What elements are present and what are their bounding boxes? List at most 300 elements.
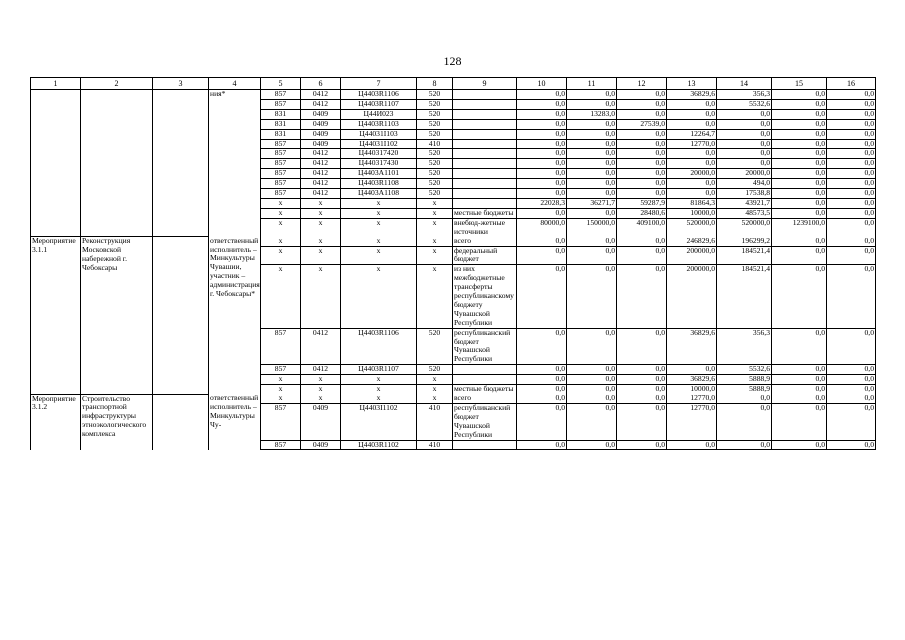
code-cell: Ц44031I103: [341, 129, 417, 139]
value-cell: 1239100,0: [772, 218, 827, 236]
source-cell: из них межбюджетные трансферты республиканскому бюджету Чувашской Республики: [453, 265, 517, 328]
code-cell: 0412: [301, 99, 341, 109]
code-cell: x: [301, 265, 341, 328]
value-cell: 36829,6: [667, 375, 717, 385]
code-cell: x: [261, 385, 301, 394]
value-cell: 0,0: [827, 237, 876, 246]
value-cell: 356,3: [717, 90, 772, 100]
code-cell: Ц44031I102: [341, 139, 417, 149]
code-cell: 831: [261, 109, 301, 119]
source-cell: [453, 109, 517, 119]
code-cell: 0412: [301, 149, 341, 159]
value-cell: 27539,0: [617, 119, 667, 129]
value-cell: 0,0: [567, 237, 617, 246]
source-cell: всего: [453, 237, 517, 246]
value-cell: 0,0: [517, 328, 567, 365]
value-cell: 0,0: [667, 440, 717, 450]
code-cell: Ц4403R1102: [341, 440, 417, 450]
code-cell: Ц4403R1103: [341, 119, 417, 129]
value-cell: 0,0: [717, 403, 772, 440]
value-cell: 0,0: [517, 159, 567, 169]
code-cell: x: [417, 375, 453, 385]
value-cell: 0,0: [517, 169, 567, 179]
code-cell: 857: [261, 365, 301, 375]
value-cell: 0,0: [827, 246, 876, 265]
value-cell: 0,0: [827, 328, 876, 365]
value-cell: 246829,6: [667, 237, 717, 246]
code-cell: x: [261, 208, 301, 218]
value-cell: 0,0: [567, 403, 617, 440]
value-cell: 0,0: [567, 265, 617, 328]
value-cell: 12264,7: [667, 129, 717, 139]
code-cell: x: [341, 394, 417, 403]
value-cell: 0,0: [517, 265, 567, 328]
code-cell: x: [341, 208, 417, 218]
value-cell: 0,0: [772, 159, 827, 169]
value-cell: 13283,0: [567, 109, 617, 119]
value-cell: 59287,9: [617, 198, 667, 208]
value-cell: 0,0: [517, 385, 567, 394]
value-cell: 0,0: [772, 169, 827, 179]
value-cell: 520000,0: [667, 218, 717, 236]
value-cell: 0,0: [667, 159, 717, 169]
executor-name: ответственный исполнитель – Минкультуры Чу-: [209, 394, 261, 450]
measure-title: Реконструкция Московской набережной г. Чебоксары: [81, 237, 153, 394]
value-cell: 0,0: [772, 149, 827, 159]
value-cell: 0,0: [617, 169, 667, 179]
value-cell: 0,0: [617, 365, 667, 375]
code-cell: Ц4403A1101: [341, 169, 417, 179]
code-cell: 520: [417, 109, 453, 119]
value-cell: 20000,0: [717, 169, 772, 179]
code-cell: 520: [417, 169, 453, 179]
value-cell: 22028,3: [517, 198, 567, 208]
value-cell: 0,0: [617, 159, 667, 169]
value-cell: 0,0: [517, 237, 567, 246]
value-cell: 0,0: [567, 328, 617, 365]
value-cell: 0,0: [567, 208, 617, 218]
value-cell: 0,0: [667, 119, 717, 129]
page-number: 128: [443, 54, 462, 68]
code-cell: Ц4403R1106: [341, 328, 417, 365]
code-cell: 520: [417, 90, 453, 100]
code-cell: x: [301, 246, 341, 265]
value-cell: 36829,6: [667, 90, 717, 100]
value-cell: 0,0: [772, 440, 827, 450]
value-cell: 0,0: [772, 139, 827, 149]
value-cell: 0,0: [827, 385, 876, 394]
column-header: 2: [81, 78, 153, 90]
value-cell: 0,0: [717, 129, 772, 139]
code-cell: x: [417, 208, 453, 218]
code-cell: 857: [261, 99, 301, 109]
code-cell: 520: [417, 179, 453, 189]
value-cell: 0,0: [772, 394, 827, 403]
code-cell: Ц4403R1106: [341, 90, 417, 100]
value-cell: 0,0: [567, 179, 617, 189]
code-cell: x: [417, 237, 453, 246]
value-cell: 0,0: [517, 90, 567, 100]
value-cell: 0,0: [567, 139, 617, 149]
code-cell: x: [417, 246, 453, 265]
table-row: [31, 237, 876, 246]
code-cell: x: [301, 218, 341, 236]
value-cell: 0,0: [617, 109, 667, 119]
value-cell: 36829,6: [667, 328, 717, 365]
value-cell: 0,0: [827, 149, 876, 159]
value-cell: 520000,0: [717, 218, 772, 236]
value-cell: 12770,0: [667, 139, 717, 149]
value-cell: 0,0: [517, 365, 567, 375]
value-cell: 0,0: [827, 189, 876, 199]
code-cell: x: [417, 394, 453, 403]
code-cell: x: [301, 237, 341, 246]
column-header: 7: [341, 78, 417, 90]
code-cell: x: [341, 246, 417, 265]
value-cell: 17538,8: [717, 189, 772, 199]
code-cell: 0409: [301, 109, 341, 119]
value-cell: 0,0: [772, 109, 827, 119]
code-cell: x: [301, 385, 341, 394]
value-cell: 0,0: [667, 189, 717, 199]
value-cell: 0,0: [827, 129, 876, 139]
source-cell: [453, 375, 517, 385]
value-cell: 494,0: [717, 179, 772, 189]
value-cell: 0,0: [772, 385, 827, 394]
executor-note: ния*: [209, 90, 261, 237]
value-cell: 0,0: [567, 365, 617, 375]
code-cell: 857: [261, 328, 301, 365]
code-cell: 857: [261, 139, 301, 149]
value-cell: 0,0: [567, 159, 617, 169]
value-cell: 0,0: [617, 246, 667, 265]
code-cell: x: [417, 385, 453, 394]
code-cell: 0412: [301, 159, 341, 169]
code-cell: Ц44И023: [341, 109, 417, 119]
code-cell: 857: [261, 90, 301, 100]
value-cell: 0,0: [567, 246, 617, 265]
source-cell: [453, 198, 517, 208]
value-cell: 356,3: [717, 328, 772, 365]
code-cell: 857: [261, 403, 301, 440]
code-cell: Ц4403R1108: [341, 179, 417, 189]
value-cell: 0,0: [517, 109, 567, 119]
code-cell: 520: [417, 189, 453, 199]
code-cell: x: [261, 218, 301, 236]
value-cell: 0,0: [772, 90, 827, 100]
measure-note: [153, 237, 209, 394]
code-cell: Ц440317420: [341, 149, 417, 159]
value-cell: 0,0: [567, 375, 617, 385]
measure-title: [81, 90, 153, 237]
value-cell: 0,0: [772, 119, 827, 129]
value-cell: 0,0: [827, 159, 876, 169]
column-header: 11: [567, 78, 617, 90]
value-cell: 12770,0: [667, 403, 717, 440]
source-cell: республиканский бюджет Чувашской Республики: [453, 328, 517, 365]
code-cell: 831: [261, 129, 301, 139]
value-cell: 0,0: [827, 119, 876, 129]
value-cell: 0,0: [567, 169, 617, 179]
value-cell: 0,0: [617, 328, 667, 365]
code-cell: 0412: [301, 179, 341, 189]
measure-note: [153, 90, 209, 237]
value-cell: 0,0: [617, 139, 667, 149]
value-cell: 0,0: [517, 208, 567, 218]
executor-name: ответственный исполнитель – Минкультуры Чувашии, участник – администрация г. Чебоксары*: [209, 237, 261, 394]
code-cell: 520: [417, 159, 453, 169]
code-cell: Ц4403R1107: [341, 99, 417, 109]
code-cell: 520: [417, 328, 453, 365]
value-cell: 0,0: [772, 99, 827, 109]
code-cell: 0412: [301, 169, 341, 179]
value-cell: 0,0: [567, 129, 617, 139]
value-cell: 0,0: [517, 119, 567, 129]
code-cell: Ц4403R1107: [341, 365, 417, 375]
column-header: 6: [301, 78, 341, 90]
code-cell: 520: [417, 365, 453, 375]
code-cell: x: [341, 198, 417, 208]
measure-name: Мероприятие 3.1.1: [31, 237, 81, 394]
source-cell: внебюд-жетные источники: [453, 218, 517, 236]
source-cell: местные бюджеты: [453, 385, 517, 394]
column-header: 1: [31, 78, 81, 90]
value-cell: 0,0: [617, 129, 667, 139]
value-cell: 0,0: [517, 189, 567, 199]
code-cell: 0412: [301, 365, 341, 375]
value-cell: 0,0: [517, 246, 567, 265]
column-header: 5: [261, 78, 301, 90]
value-cell: 0,0: [617, 265, 667, 328]
value-cell: 0,0: [827, 179, 876, 189]
code-cell: x: [301, 375, 341, 385]
value-cell: 200000,0: [667, 265, 717, 328]
code-cell: x: [341, 265, 417, 328]
code-cell: x: [341, 385, 417, 394]
value-cell: 5532,6: [717, 99, 772, 109]
code-cell: Ц440317430: [341, 159, 417, 169]
value-cell: 0,0: [717, 159, 772, 169]
source-cell: [453, 169, 517, 179]
source-cell: [453, 119, 517, 129]
code-cell: 520: [417, 149, 453, 159]
source-cell: республиканский бюджет Чувашской Республики: [453, 403, 517, 440]
value-cell: 80000,0: [517, 218, 567, 236]
code-cell: 520: [417, 129, 453, 139]
code-cell: 857: [261, 159, 301, 169]
table-row: [31, 90, 876, 100]
value-cell: 0,0: [567, 385, 617, 394]
value-cell: 0,0: [717, 119, 772, 129]
code-cell: x: [417, 198, 453, 208]
code-cell: 410: [417, 139, 453, 149]
value-cell: 0,0: [827, 365, 876, 375]
source-cell: [453, 139, 517, 149]
value-cell: 0,0: [617, 375, 667, 385]
value-cell: 0,0: [827, 198, 876, 208]
source-cell: [453, 440, 517, 450]
value-cell: 28480,6: [617, 208, 667, 218]
source-cell: [453, 90, 517, 100]
value-cell: 0,0: [772, 375, 827, 385]
value-cell: 10000,0: [667, 208, 717, 218]
code-cell: 831: [261, 119, 301, 129]
code-cell: x: [417, 218, 453, 236]
value-cell: 0,0: [617, 90, 667, 100]
code-cell: 520: [417, 99, 453, 109]
code-cell: 857: [261, 149, 301, 159]
source-cell: [453, 129, 517, 139]
value-cell: 0,0: [827, 169, 876, 179]
value-cell: 0,0: [827, 109, 876, 119]
value-cell: 0,0: [827, 208, 876, 218]
value-cell: 0,0: [827, 265, 876, 328]
value-cell: 10000,0: [667, 385, 717, 394]
value-cell: 0,0: [617, 189, 667, 199]
code-cell: Ц4403A1108: [341, 189, 417, 199]
value-cell: 0,0: [772, 403, 827, 440]
source-cell: [453, 149, 517, 159]
code-cell: x: [417, 265, 453, 328]
value-cell: 48573,5: [717, 208, 772, 218]
code-cell: 0409: [301, 403, 341, 440]
column-header: 12: [617, 78, 667, 90]
value-cell: 196299,2: [717, 237, 772, 246]
value-cell: 0,0: [772, 265, 827, 328]
measure-title: Строительство транспортной инфраструктуры этноэкологического комплекса: [81, 394, 153, 450]
value-cell: 0,0: [517, 403, 567, 440]
column-header: 14: [717, 78, 772, 90]
code-cell: x: [301, 198, 341, 208]
value-cell: 5532,6: [717, 365, 772, 375]
value-cell: 20000,0: [667, 169, 717, 179]
value-cell: 0,0: [517, 375, 567, 385]
value-cell: 12770,0: [667, 394, 717, 403]
value-cell: 0,0: [827, 99, 876, 109]
header-row: [31, 78, 876, 90]
value-cell: 0,0: [517, 99, 567, 109]
value-cell: 0,0: [617, 99, 667, 109]
value-cell: 0,0: [617, 237, 667, 246]
code-cell: 0409: [301, 440, 341, 450]
source-cell: всего: [453, 394, 517, 403]
table-row: [31, 394, 876, 403]
code-cell: x: [261, 265, 301, 328]
value-cell: 0,0: [772, 237, 827, 246]
value-cell: 0,0: [567, 440, 617, 450]
measure-name: [31, 90, 81, 237]
code-cell: 410: [417, 440, 453, 450]
source-cell: [453, 159, 517, 169]
value-cell: 0,0: [667, 149, 717, 159]
value-cell: 0,0: [517, 394, 567, 403]
column-header: 13: [667, 78, 717, 90]
code-cell: x: [341, 218, 417, 236]
value-cell: 0,0: [617, 394, 667, 403]
code-cell: x: [301, 208, 341, 218]
value-cell: 0,0: [717, 139, 772, 149]
code-cell: Ц4403I1102: [341, 403, 417, 440]
code-cell: x: [261, 375, 301, 385]
value-cell: 0,0: [772, 208, 827, 218]
value-cell: 0,0: [772, 189, 827, 199]
code-cell: x: [261, 246, 301, 265]
value-cell: 184521,4: [717, 265, 772, 328]
value-cell: 0,0: [517, 149, 567, 159]
value-cell: 0,0: [617, 440, 667, 450]
value-cell: 0,0: [567, 189, 617, 199]
value-cell: 5888,9: [717, 385, 772, 394]
value-cell: 0,0: [617, 179, 667, 189]
code-cell: 0409: [301, 139, 341, 149]
source-cell: федеральный бюджет: [453, 246, 517, 265]
code-cell: 410: [417, 403, 453, 440]
value-cell: 0,0: [567, 119, 617, 129]
code-cell: 857: [261, 189, 301, 199]
column-header: 10: [517, 78, 567, 90]
value-cell: 0,0: [617, 385, 667, 394]
value-cell: 0,0: [667, 179, 717, 189]
value-cell: 0,0: [517, 440, 567, 450]
code-cell: 857: [261, 179, 301, 189]
code-cell: 0409: [301, 129, 341, 139]
value-cell: 0,0: [667, 109, 717, 119]
value-cell: 0,0: [517, 129, 567, 139]
value-cell: 0,0: [517, 179, 567, 189]
code-cell: 857: [261, 440, 301, 450]
value-cell: 0,0: [827, 375, 876, 385]
source-cell: [453, 179, 517, 189]
value-cell: 5888,9: [717, 375, 772, 385]
value-cell: 81864,3: [667, 198, 717, 208]
measure-note: [153, 394, 209, 450]
value-cell: 0,0: [827, 139, 876, 149]
value-cell: 0,0: [667, 99, 717, 109]
value-cell: 0,0: [717, 109, 772, 119]
value-cell: 0,0: [827, 440, 876, 450]
value-cell: 0,0: [567, 90, 617, 100]
value-cell: 0,0: [827, 403, 876, 440]
value-cell: 0,0: [617, 149, 667, 159]
budget-table: [30, 77, 876, 450]
source-cell: [453, 365, 517, 375]
code-cell: 0412: [301, 90, 341, 100]
column-header: 16: [827, 78, 876, 90]
code-cell: 0412: [301, 328, 341, 365]
measure-name: Мероприятие 3.1.2: [31, 394, 81, 450]
column-header: 4: [209, 78, 261, 90]
value-cell: 0,0: [772, 246, 827, 265]
value-cell: 0,0: [827, 394, 876, 403]
column-header: 9: [453, 78, 517, 90]
value-cell: 0,0: [717, 149, 772, 159]
column-header: 3: [153, 78, 209, 90]
code-cell: 0412: [301, 189, 341, 199]
code-cell: x: [261, 394, 301, 403]
value-cell: 0,0: [772, 129, 827, 139]
value-cell: 0,0: [772, 328, 827, 365]
code-cell: x: [301, 394, 341, 403]
code-cell: 520: [417, 119, 453, 129]
code-cell: x: [341, 237, 417, 246]
source-cell: [453, 99, 517, 109]
code-cell: x: [261, 237, 301, 246]
value-cell: 0,0: [827, 90, 876, 100]
value-cell: 0,0: [827, 218, 876, 236]
code-cell: x: [261, 198, 301, 208]
value-cell: 409100,0: [617, 218, 667, 236]
code-cell: 0409: [301, 119, 341, 129]
